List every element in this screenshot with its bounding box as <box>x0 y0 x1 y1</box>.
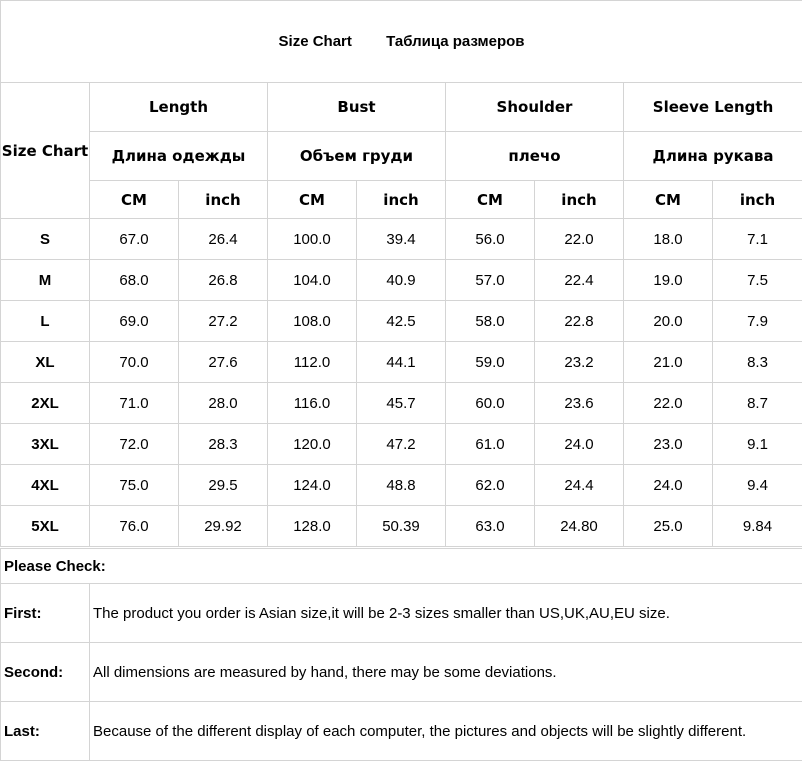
measurement-cell: 72.0 <box>90 424 179 465</box>
measurement-cell: 59.0 <box>446 342 535 383</box>
measurement-cell: 128.0 <box>268 506 357 547</box>
measurement-cell: 57.0 <box>446 260 535 301</box>
measurement-cell: 28.0 <box>179 383 268 424</box>
measurement-cell: 50.39 <box>357 506 446 547</box>
table-row <box>1 342 802 383</box>
size-label: M <box>1 260 90 301</box>
measurement-cell: 60.0 <box>446 383 535 424</box>
notes-table <box>0 548 802 761</box>
measurement-cell: 7.9 <box>713 301 802 342</box>
group-header-bust: Bust <box>268 83 446 132</box>
measurement-cell: 9.1 <box>713 424 802 465</box>
note-text-last: Because of the different display of each computer, the pictures and objects will be slightly different. <box>90 702 802 761</box>
measurement-cell: 112.0 <box>268 342 357 383</box>
size-label: XL <box>1 342 90 383</box>
measurement-cell: 8.7 <box>713 383 802 424</box>
unit-header: CM <box>446 181 535 219</box>
table-row <box>1 383 802 424</box>
measurement-cell: 22.8 <box>535 301 624 342</box>
measurement-cell: 22.0 <box>535 219 624 260</box>
measurement-cell: 24.80 <box>535 506 624 547</box>
measurement-cell: 29.92 <box>179 506 268 547</box>
measurement-cell: 9.84 <box>713 506 802 547</box>
size-column-header: Size Chart <box>1 83 90 219</box>
measurement-cell: 69.0 <box>90 301 179 342</box>
table-row <box>1 465 802 506</box>
group-header-shoulder: Shoulder <box>446 83 624 132</box>
table-row <box>1 219 802 260</box>
notes-heading: Please Check: <box>1 549 802 584</box>
measurement-cell: 8.3 <box>713 342 802 383</box>
measurement-cell: 68.0 <box>90 260 179 301</box>
measurement-cell: 26.4 <box>179 219 268 260</box>
measurement-cell: 108.0 <box>268 301 357 342</box>
group-header-bust-ru: Объем груди <box>268 132 446 181</box>
measurement-cell: 124.0 <box>268 465 357 506</box>
measurement-cell: 9.4 <box>713 465 802 506</box>
unit-header: CM <box>268 181 357 219</box>
measurement-cell: 21.0 <box>624 342 713 383</box>
unit-header: inch <box>535 181 624 219</box>
title-ru: Таблица размеров <box>386 33 524 50</box>
note-label-last: Last: <box>1 702 90 761</box>
measurement-cell: 45.7 <box>357 383 446 424</box>
measurement-cell: 75.0 <box>90 465 179 506</box>
unit-header: inch <box>179 181 268 219</box>
measurement-cell: 7.1 <box>713 219 802 260</box>
measurement-cell: 42.5 <box>357 301 446 342</box>
measurement-cell: 56.0 <box>446 219 535 260</box>
group-header-length-ru: Длина одежды <box>90 132 268 181</box>
measurement-cell: 48.8 <box>357 465 446 506</box>
note-text-first: The product you order is Asian size,it will be 2-3 sizes smaller than US,UK,AU,EU size. <box>90 584 802 643</box>
measurement-cell: 62.0 <box>446 465 535 506</box>
unit-header: CM <box>90 181 179 219</box>
measurement-cell: 27.2 <box>179 301 268 342</box>
measurement-cell: 23.6 <box>535 383 624 424</box>
size-label: S <box>1 219 90 260</box>
measurement-cell: 47.2 <box>357 424 446 465</box>
measurement-cell: 22.4 <box>535 260 624 301</box>
measurement-cell: 26.8 <box>179 260 268 301</box>
measurement-cell: 24.4 <box>535 465 624 506</box>
measurement-cell: 20.0 <box>624 301 713 342</box>
measurement-cell: 7.5 <box>713 260 802 301</box>
note-text-second: All dimensions are measured by hand, there may be some deviations. <box>90 643 802 702</box>
measurement-cell: 40.9 <box>357 260 446 301</box>
measurement-cell: 24.0 <box>624 465 713 506</box>
table-row <box>1 301 802 342</box>
group-header-length: Length <box>90 83 268 132</box>
measurement-cell: 70.0 <box>90 342 179 383</box>
measurement-cell: 22.0 <box>624 383 713 424</box>
page-title <box>1 1 802 83</box>
measurement-cell: 24.0 <box>535 424 624 465</box>
size-label: 5XL <box>1 506 90 547</box>
measurement-cell: 61.0 <box>446 424 535 465</box>
measurement-cell: 25.0 <box>624 506 713 547</box>
size-label: 2XL <box>1 383 90 424</box>
measurement-cell: 67.0 <box>90 219 179 260</box>
measurement-cell: 27.6 <box>179 342 268 383</box>
measurement-cell: 104.0 <box>268 260 357 301</box>
measurement-cell: 63.0 <box>446 506 535 547</box>
note-label-second: Second: <box>1 643 90 702</box>
measurement-cell: 100.0 <box>268 219 357 260</box>
unit-header: inch <box>357 181 446 219</box>
note-label-first: First: <box>1 584 90 643</box>
title-en: Size Chart <box>279 33 352 50</box>
table-row <box>1 506 802 547</box>
measurement-cell: 23.2 <box>535 342 624 383</box>
measurement-cell: 28.3 <box>179 424 268 465</box>
measurement-cell: 29.5 <box>179 465 268 506</box>
measurement-cell: 71.0 <box>90 383 179 424</box>
measurement-cell: 120.0 <box>268 424 357 465</box>
size-label: 4XL <box>1 465 90 506</box>
measurement-cell: 116.0 <box>268 383 357 424</box>
measurement-cell: 18.0 <box>624 219 713 260</box>
notes-section <box>0 548 802 761</box>
table-row <box>1 424 802 465</box>
measurement-cell: 19.0 <box>624 260 713 301</box>
measurement-cell: 76.0 <box>90 506 179 547</box>
table-row <box>1 260 802 301</box>
measurement-cell: 23.0 <box>624 424 713 465</box>
unit-header: inch <box>713 181 802 219</box>
unit-header: CM <box>624 181 713 219</box>
size-label: 3XL <box>1 424 90 465</box>
group-header-sleeve-length: Sleeve Length <box>624 83 802 132</box>
size-label: L <box>1 301 90 342</box>
group-header-shoulder-ru: плечо <box>446 132 624 181</box>
group-header-sleeve-length-ru: Длина рукава <box>624 132 802 181</box>
measurement-cell: 44.1 <box>357 342 446 383</box>
measurement-cell: 39.4 <box>357 219 446 260</box>
measurement-cell: 58.0 <box>446 301 535 342</box>
